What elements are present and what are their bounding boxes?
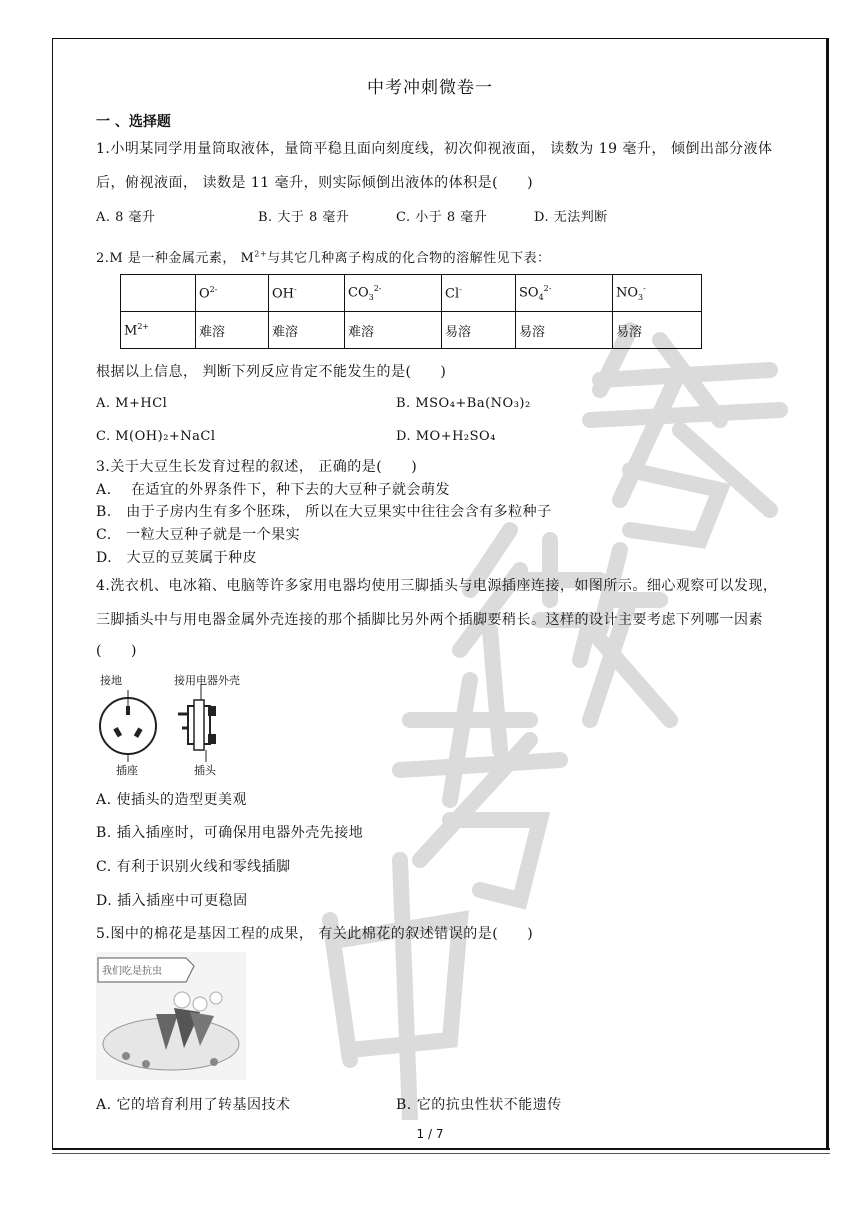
- table-header-cell: $O^{2-}$: [196, 275, 269, 312]
- section-heading: 一 、选择题: [96, 114, 171, 130]
- page-border-left: [52, 38, 53, 1148]
- question-5-stem: 5.图中的棉花是基因工程的成果， 有关此棉花的叙述错误的是( ): [96, 926, 534, 942]
- question-3-option-a: A. 在适宜的外界条件下，种下去的大豆种子就会萌发: [96, 482, 451, 498]
- question-3-option-b: B. 由于子房内生有多个胚珠， 所以在大豆果实中往往会含有多粒种子: [96, 504, 552, 520]
- plug-socket-figure: [96, 670, 256, 776]
- question-4-line-1: 4.洗衣机、电冰箱、电脑等许多家用电器均使用三脚插头与电源插座连接，如图所示。细心观察可以发现，: [96, 578, 778, 594]
- page-border-bottom-inner: [52, 1153, 830, 1154]
- question-1-option-d: D. 无法判断: [534, 210, 608, 225]
- question-3-stem: 3.关于大豆生长发育过程的叙述， 正确的是( ): [96, 459, 418, 475]
- question-1-option-c: C. 小于 8 毫升: [396, 210, 488, 225]
- figure-label-plug: 插头: [194, 764, 216, 777]
- table-cell: 难溶: [345, 312, 442, 349]
- question-2-stem-a: M 是一种金属元素， M: [109, 251, 255, 266]
- table-cell: 易溶: [516, 312, 613, 349]
- question-4-option-d: D. 插入插座中可更稳固: [96, 893, 248, 909]
- cotton-figure: [96, 952, 246, 1080]
- table-header-cell: $CO_3^{2-}$: [345, 275, 442, 312]
- question-1-option-b: B. 大于 8 毫升: [258, 210, 350, 225]
- watermark: [300, 300, 860, 1120]
- figure-label-socket: 插座: [116, 764, 138, 777]
- solubility-table: [120, 274, 702, 349]
- question-2-number: 2.: [96, 251, 110, 266]
- page-number: 1 / 7: [416, 1127, 444, 1141]
- question-2-option-a: A. M+HCl: [96, 396, 168, 411]
- page-border-right: [826, 38, 829, 1148]
- question-4-line-3: ( ): [96, 643, 137, 659]
- page-title: 中考冲刺微卷一: [367, 78, 493, 98]
- figure-label-casing: 接用电器外壳: [174, 674, 240, 687]
- page-border-bottom: [52, 1148, 830, 1150]
- question-2-stem: [96, 247, 551, 266]
- table-cell: 难溶: [196, 312, 269, 349]
- question-2-option-c: C. M(OH)₂+NaCl: [96, 429, 216, 444]
- question-4-option-c: C. 有利于识别火线和零线插脚: [96, 859, 291, 875]
- table-cell: 易溶: [442, 312, 516, 349]
- question-4-option-b: B. 插入插座时，可确保用电器外壳先接地: [96, 825, 364, 841]
- question-2-after: 根据以上信息， 判断下列反应肯定不能发生的是( ): [96, 364, 447, 380]
- question-5-option-a: A. 它的培育利用了转基因技术: [96, 1097, 291, 1113]
- table-header-row: [121, 275, 702, 312]
- question-4-line-2: 三脚插头中与用电器金属外壳连接的那个插脚比另外两个插脚要稍长。这样的设计主要考虑下列哪一因素: [96, 612, 763, 628]
- question-1-line-2: 后，俯视液面， 读数是 11 毫升，则实际倾倒出液体的体积是( ): [96, 175, 534, 191]
- page-border-top: [52, 38, 828, 39]
- question-1-option-a: A. 8 毫升: [96, 210, 156, 225]
- table-header-cell: OH-: [269, 275, 345, 312]
- question-2-stem-sup: 2+: [254, 249, 268, 259]
- table-row: [121, 312, 702, 349]
- table-header-cell: $NO_3^-$: [613, 275, 702, 312]
- figure-label-ground: 接地: [100, 674, 122, 687]
- question-3-option-d: D. 大豆的豆荚属于种皮: [96, 550, 258, 566]
- table-cell: 易溶: [613, 312, 702, 349]
- question-2-stem-b: 与其它几种离子构成的化合物的溶解性见下表：: [267, 251, 551, 266]
- question-1-line-1: 1.小明某同学用量筒取液体，量筒平稳且面向刻度线，初次仰视液面， 读数为 19 毫升， 倾倒出部分液体: [96, 141, 773, 157]
- table-header-cell: Cl-: [442, 275, 516, 312]
- question-5-option-b: B. 它的抗虫性状不能遗传: [396, 1097, 562, 1113]
- question-3-option-c: C. 一粒大豆种子就是一个果实: [96, 527, 301, 543]
- question-4-option-a: A. 使插头的造型更美观: [96, 792, 248, 808]
- table-header-cell: [121, 275, 196, 312]
- question-2-option-b: B. MSO₄+Ba(NO₃)₂: [396, 396, 531, 411]
- table-row-label: $M^{2+}$: [121, 312, 196, 349]
- table-header-cell: $SO_4^{2-}$: [516, 275, 613, 312]
- question-2-option-d: D. MO+H₂SO₄: [396, 429, 496, 444]
- figure-caption: 我们吃是抗虫: [102, 966, 162, 977]
- table-cell: 难溶: [269, 312, 345, 349]
